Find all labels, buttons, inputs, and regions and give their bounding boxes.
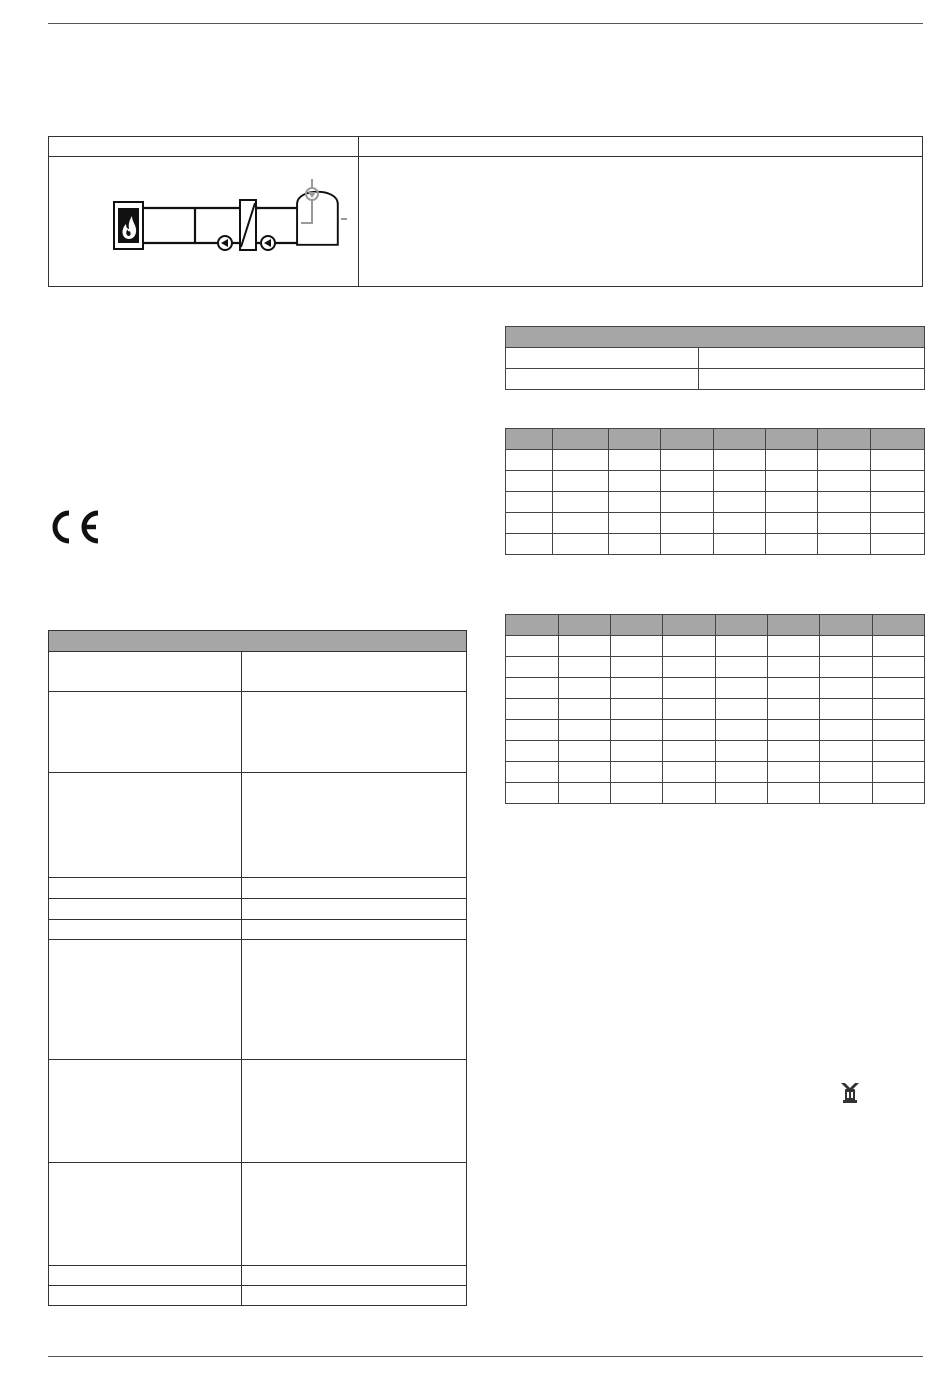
pump-icon (218, 236, 232, 250)
table-cell (663, 657, 716, 678)
summary-table (505, 326, 925, 390)
table-cell (871, 450, 925, 471)
table-cell (661, 450, 714, 471)
table-cell (820, 657, 873, 678)
table-cell (609, 513, 661, 534)
table-header-row (506, 429, 925, 450)
table-column-divider (358, 137, 359, 286)
row-divider (49, 919, 466, 920)
table-cell (820, 762, 873, 783)
row-divider (49, 691, 466, 692)
row-divider (49, 939, 466, 940)
header-rule (48, 23, 923, 24)
table-cell (820, 783, 873, 804)
table-cell (559, 678, 611, 699)
table-cell (506, 513, 553, 534)
table-cell (714, 471, 766, 492)
table-cell (609, 534, 661, 555)
header-cell (871, 429, 925, 450)
table-cell (768, 783, 820, 804)
table-cell (506, 348, 699, 369)
row-divider (49, 1162, 466, 1163)
table-cell (716, 657, 768, 678)
ce-mark-icon (48, 507, 102, 547)
table-row (506, 783, 925, 804)
table-row (506, 699, 925, 720)
table-row (506, 678, 925, 699)
header-cell (714, 429, 766, 450)
table-cell (661, 492, 714, 513)
table-cell (611, 678, 663, 699)
table-cell (506, 471, 553, 492)
table-cell (768, 762, 820, 783)
table-header-divider (49, 156, 922, 157)
table-row (506, 348, 925, 369)
table-header-cell (506, 327, 925, 348)
table-cell (506, 783, 559, 804)
table-cell (716, 783, 768, 804)
row-divider (49, 898, 466, 899)
header-cell (716, 615, 768, 636)
table-cell (506, 534, 553, 555)
table-cell (714, 513, 766, 534)
table-cell (663, 636, 716, 657)
table-row (506, 534, 925, 555)
table-cell (873, 699, 925, 720)
header-cell (609, 429, 661, 450)
header-cell (611, 615, 663, 636)
row-divider (49, 1265, 466, 1266)
table-cell (553, 513, 609, 534)
table-cell (506, 450, 553, 471)
table-cell (818, 534, 871, 555)
table-cell (559, 699, 611, 720)
table-cell (559, 783, 611, 804)
row-divider (49, 877, 466, 878)
table-cell (661, 471, 714, 492)
table-cell (820, 699, 873, 720)
table-row (506, 492, 925, 513)
table-cell (663, 678, 716, 699)
table-cell (611, 636, 663, 657)
table-cell (663, 720, 716, 741)
table-cell (768, 678, 820, 699)
table-cell (818, 513, 871, 534)
table-cell (506, 762, 559, 783)
table-cell (820, 636, 873, 657)
table-cell (766, 471, 818, 492)
table-cell (768, 636, 820, 657)
table-cell (818, 450, 871, 471)
table-cell (766, 513, 818, 534)
table-cell (506, 369, 699, 390)
header-cell (661, 429, 714, 450)
table-cell (663, 783, 716, 804)
heat-exchanger-icon (240, 200, 256, 250)
table-cell (873, 741, 925, 762)
table-cell (506, 720, 559, 741)
table-cell (714, 450, 766, 471)
table-cell (768, 657, 820, 678)
header-cell (506, 615, 559, 636)
table-row (506, 636, 925, 657)
row-divider (49, 1059, 466, 1060)
pump-icon-2 (261, 236, 275, 250)
header-cell (766, 429, 818, 450)
table-cell (559, 720, 611, 741)
table-cell (553, 534, 609, 555)
table-cell (820, 678, 873, 699)
table-header-row (506, 615, 925, 636)
table-header-row (506, 327, 925, 348)
table-cell (766, 450, 818, 471)
header-cell (768, 615, 820, 636)
table-cell (559, 657, 611, 678)
tap-outlet-gray-icon (301, 177, 331, 227)
table-cell (661, 513, 714, 534)
table-cell (871, 471, 925, 492)
table-cell (873, 720, 925, 741)
table-cell (871, 513, 925, 534)
table-cell (818, 492, 871, 513)
table-cell (716, 762, 768, 783)
table-cell (873, 762, 925, 783)
table-cell (611, 657, 663, 678)
header-cell (559, 615, 611, 636)
table-cell (506, 699, 559, 720)
table-cell (609, 471, 661, 492)
table-cell (716, 720, 768, 741)
header-cell (820, 615, 873, 636)
table-cell (611, 720, 663, 741)
table-cell (506, 636, 559, 657)
table-cell (714, 534, 766, 555)
row-divider (49, 1285, 466, 1286)
table-cell (663, 741, 716, 762)
system-diagram-table (48, 136, 923, 287)
table-cell (559, 762, 611, 783)
footer-rule (48, 1356, 923, 1357)
table-row (506, 450, 925, 471)
data-grid-table-1 (505, 428, 925, 555)
table-cell (766, 534, 818, 555)
table-cell (609, 492, 661, 513)
header-cell (506, 429, 553, 450)
table-cell (506, 741, 559, 762)
column-divider (241, 652, 242, 1305)
table-cell (611, 699, 663, 720)
table-cell (611, 783, 663, 804)
table-cell (553, 450, 609, 471)
table-cell (553, 492, 609, 513)
table-cell (506, 657, 559, 678)
table-cell (559, 636, 611, 657)
table-cell (716, 678, 768, 699)
table-row (506, 657, 925, 678)
table-cell (663, 699, 716, 720)
table-cell (873, 783, 925, 804)
table-row (506, 369, 925, 390)
row-divider (49, 772, 466, 773)
table-cell (663, 762, 716, 783)
header-cell (873, 615, 925, 636)
data-grid-table-2 (505, 614, 925, 804)
table-cell (553, 471, 609, 492)
table-cell (559, 741, 611, 762)
table-cell (716, 636, 768, 657)
table-cell (609, 450, 661, 471)
table-row (506, 513, 925, 534)
table-cell (611, 741, 663, 762)
specification-table-header (49, 631, 466, 652)
table-row (506, 762, 925, 783)
table-cell (871, 534, 925, 555)
boiler-flame-icon (114, 202, 143, 249)
table-cell (716, 741, 768, 762)
table-cell (768, 741, 820, 762)
table-cell (611, 762, 663, 783)
header-cell (553, 429, 609, 450)
table-cell (506, 678, 559, 699)
specification-table (48, 630, 467, 1306)
table-cell (871, 492, 925, 513)
table-cell (873, 678, 925, 699)
table-cell (768, 720, 820, 741)
table-cell (699, 348, 925, 369)
table-cell (873, 657, 925, 678)
table-cell (716, 699, 768, 720)
table-cell (506, 492, 553, 513)
table-cell (714, 492, 766, 513)
table-row (506, 741, 925, 762)
table-cell (818, 471, 871, 492)
table-cell (820, 741, 873, 762)
table-row (506, 471, 925, 492)
table-cell (820, 720, 873, 741)
table-cell (873, 636, 925, 657)
table-cell (661, 534, 714, 555)
header-cell (818, 429, 871, 450)
header-cell (663, 615, 716, 636)
table-row (506, 720, 925, 741)
table-cell (768, 699, 820, 720)
table-cell (699, 369, 925, 390)
table-cell (766, 492, 818, 513)
chimney-sweep-icon (839, 1081, 861, 1105)
